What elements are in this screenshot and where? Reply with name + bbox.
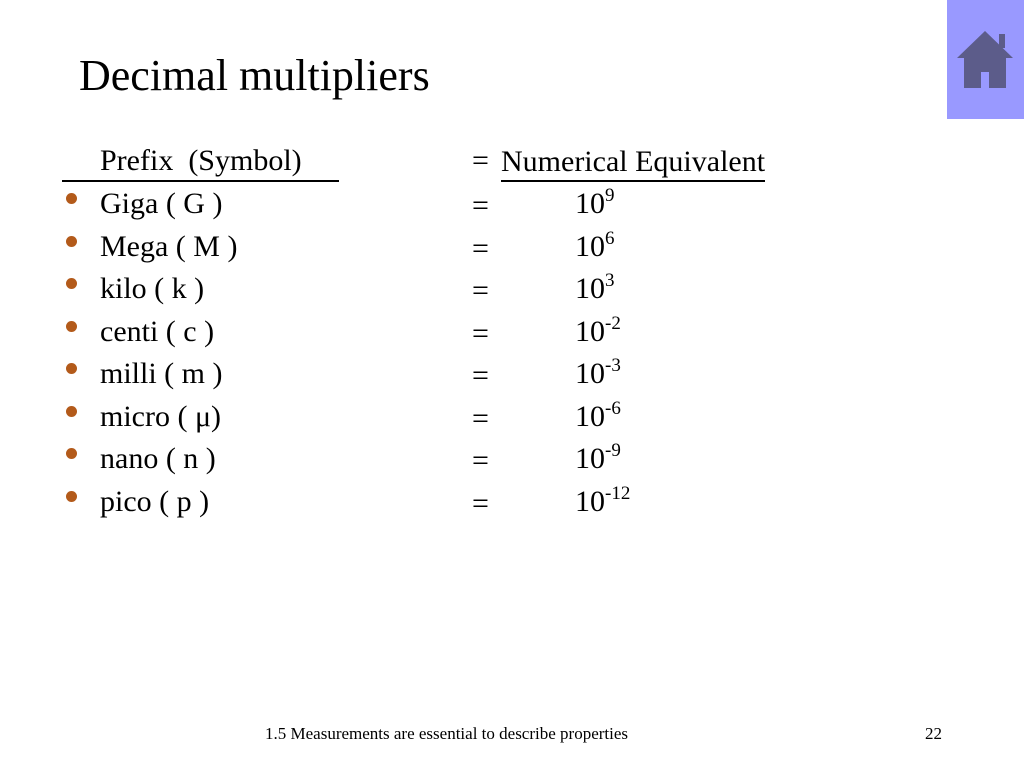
exponent: -6 <box>605 397 621 419</box>
numerical-value: $10^{-6}$ <box>575 397 621 433</box>
prefix-label: Mega ( M ) <box>100 229 238 263</box>
prefix-label: nano ( n ) <box>100 442 216 475</box>
exponent: -2 <box>605 312 621 334</box>
list-item-kilo <box>0 272 900 314</box>
exponent: 6 <box>605 227 615 249</box>
numerical-value: $10^{-12}$ <box>575 482 631 518</box>
equals-header: = <box>472 144 489 177</box>
bullet-icon <box>66 448 77 459</box>
numerical-value: $10^9$ <box>575 185 615 220</box>
equals-sign: = <box>472 401 489 435</box>
equals-sign: = <box>472 231 489 265</box>
exponent: -3 <box>605 355 621 376</box>
list-item-pico <box>0 482 900 527</box>
footer-caption: 1.5 Measurements are essential to describe properties <box>265 724 629 743</box>
prefix-label: milli ( m ) <box>100 357 223 390</box>
prefix-label: micro ( μ) <box>100 399 222 433</box>
equals-sign: = <box>472 189 489 222</box>
prefix-label: pico ( p ) <box>100 484 210 518</box>
numerical-value: $10^{-9}$ <box>575 440 621 475</box>
exponent: 9 <box>605 185 615 206</box>
numerical-value: $10^3$ <box>575 270 615 305</box>
home-button[interactable] <box>947 0 1024 119</box>
list-item-centi <box>0 312 900 357</box>
list-item-micro <box>0 397 900 442</box>
table-header <box>62 144 862 184</box>
equals-sign: = <box>472 274 489 307</box>
bullet-icon <box>66 236 77 247</box>
list-item-giga <box>0 187 900 229</box>
slide-title: Decimal multipliers <box>79 51 430 100</box>
prefix-label: centi ( c ) <box>100 314 215 348</box>
bullet-icon <box>66 491 77 502</box>
equals-sign: = <box>472 316 489 350</box>
bullet-icon <box>66 363 77 374</box>
exponent: 3 <box>605 270 615 291</box>
list-item-mega <box>0 227 900 272</box>
prefix-header-label: Prefix (Symbol) <box>100 144 302 177</box>
equals-sign: = <box>472 486 489 520</box>
numerical-value: $10^{-3}$ <box>575 355 621 390</box>
exponent: -9 <box>605 440 621 461</box>
page-number: 22 <box>925 724 942 743</box>
numerical-equivalent-header: Numerical Equivalent <box>501 144 765 182</box>
numerical-value: $10^6$ <box>575 227 615 263</box>
prefix-label: Giga ( G ) <box>100 187 223 220</box>
list-item-milli <box>0 357 900 399</box>
exponent: -12 <box>605 482 631 504</box>
home-icon <box>955 28 1015 90</box>
numerical-value: $10^{-2}$ <box>575 312 621 348</box>
bullet-icon <box>66 406 77 417</box>
prefix-column-header <box>62 144 339 182</box>
prefix-label: kilo ( k ) <box>100 272 205 305</box>
list-item-nano <box>0 442 900 484</box>
equals-sign: = <box>472 359 489 392</box>
bullet-icon <box>66 278 77 289</box>
equals-sign: = <box>472 444 489 477</box>
bullet-icon <box>66 321 77 332</box>
bullet-icon <box>66 193 77 204</box>
